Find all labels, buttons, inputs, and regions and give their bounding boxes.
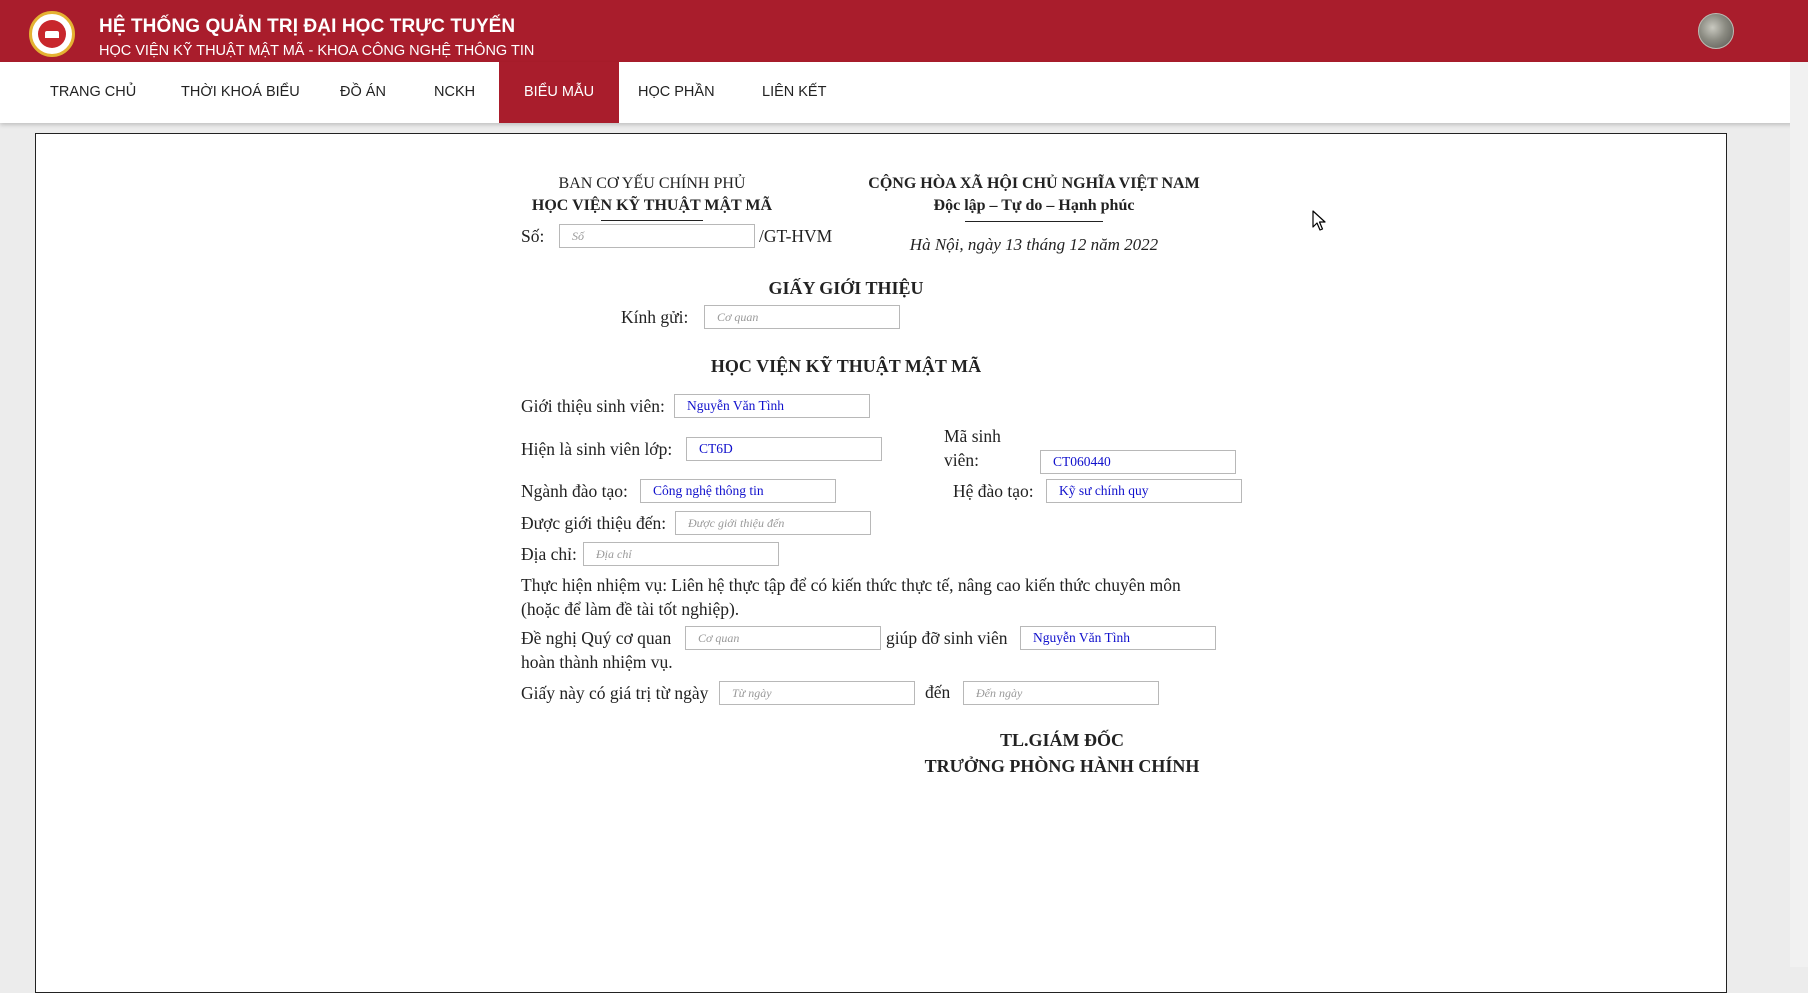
nav-item-hoc-phan[interactable]: HỌC PHẦN [638, 84, 715, 100]
nation-text: CỘNG HÒA XÃ HỘI CHỦ NGHĨA VIỆT NAM [868, 175, 1200, 192]
nav-item-do-an[interactable]: ĐỒ ÁN [340, 84, 386, 100]
help-label: giúp đỡ sinh viên [886, 628, 1008, 648]
so-input[interactable] [559, 224, 755, 248]
request-org-input[interactable] [685, 626, 881, 650]
to-date-input[interactable] [963, 681, 1159, 705]
agency-top-text: BAN CƠ YẾU CHÍNH PHỦ [558, 175, 746, 192]
kinh-gui-input[interactable] [704, 305, 900, 329]
nav-item-nckh[interactable]: NCKH [434, 84, 476, 100]
student-name-input[interactable] [674, 394, 870, 418]
introduction-letter-document [35, 133, 1727, 993]
intro-to-input[interactable] [675, 511, 871, 535]
motto-text: Độc lập – Tự do – Hạnh phúc [933, 197, 1135, 214]
from-date-input[interactable] [719, 681, 915, 705]
motto-underline [965, 221, 1103, 222]
nav-item-lien-ket[interactable]: LIÊN KẾT [762, 84, 827, 100]
signature-title-1: TL.GIÁM ĐỐC [999, 730, 1124, 750]
system-title: HỆ THỐNG QUẢN TRỊ ĐẠI HỌC TRỰC TUYẾN [99, 16, 516, 37]
major-label: Ngành đào tạo: [521, 481, 628, 501]
mouse-cursor-icon [1312, 210, 1328, 232]
address-input[interactable] [583, 542, 779, 566]
nav-item-thoi-khoa-bieu[interactable]: THỜI KHOÁ BIỂU [181, 84, 300, 100]
agency-name-text: HỌC VIỆN KỸ THUẬT MẬT MÃ [531, 197, 773, 214]
academy-heading: HỌC VIỆN KỸ THUẬT MẬT MÃ [710, 356, 982, 376]
user-avatar[interactable] [1698, 13, 1734, 49]
so-suffix: /GT-HVM [759, 226, 833, 246]
student-id-label-line2: viên: [944, 450, 979, 470]
document-title: GIẤY GIỚI THIỆU [768, 278, 924, 298]
student-label: Giới thiệu sinh viên: [521, 396, 665, 416]
signature-title-2: TRƯỞNG PHÒNG HÀNH CHÍNH [924, 756, 1200, 776]
academy-logo-icon[interactable] [29, 11, 75, 57]
training-system-input[interactable] [1046, 479, 1242, 503]
help-student-input[interactable] [1020, 626, 1216, 650]
nav-item-bieu-mau[interactable]: BIỂU MẪU [499, 62, 619, 123]
intro-to-label: Được giới thiệu đến: [521, 513, 667, 533]
main-nav [0, 62, 1808, 123]
system-label: Hệ đào tạo: [953, 481, 1034, 501]
major-input[interactable] [640, 479, 836, 503]
agency-underline [601, 220, 703, 221]
so-label: Số: [521, 226, 545, 246]
task-text-line1: Thực hiện nhiệm vụ: Liên hệ thực tập để có kiến thức thực tế, nâng cao kiến thức chuyên môn [521, 575, 1181, 595]
to-label: đến [925, 682, 951, 702]
kinh-gui-label: Kính gửi: [621, 307, 689, 327]
page-scrollbar[interactable] [1790, 62, 1808, 967]
class-input[interactable] [686, 437, 882, 461]
valid-from-label: Giấy này có giá trị từ ngày [521, 683, 709, 703]
student-id-input[interactable] [1040, 450, 1236, 474]
task-text-line2: (hoặc để làm đề tài tốt nghiệp). [521, 599, 740, 619]
class-label: Hiện là sinh viên lớp: [521, 439, 673, 459]
complete-label: hoàn thành nhiệm vụ. [521, 652, 673, 672]
request-label: Đề nghị Quý cơ quan [521, 628, 672, 648]
nav-item-trang-chu[interactable]: TRANG CHỦ [50, 84, 137, 100]
top-header-bar [0, 0, 1808, 62]
student-id-label-line1: Mã sinh [944, 426, 1001, 446]
system-subtitle: HỌC VIỆN KỸ THUẬT MẬT MÃ - KHOA CÔNG NGHỆ THÔNG TIN [99, 43, 535, 59]
address-label: Địa chỉ: [521, 544, 577, 564]
date-line: Hà Nội, ngày 13 tháng 12 năm 2022 [909, 235, 1159, 254]
